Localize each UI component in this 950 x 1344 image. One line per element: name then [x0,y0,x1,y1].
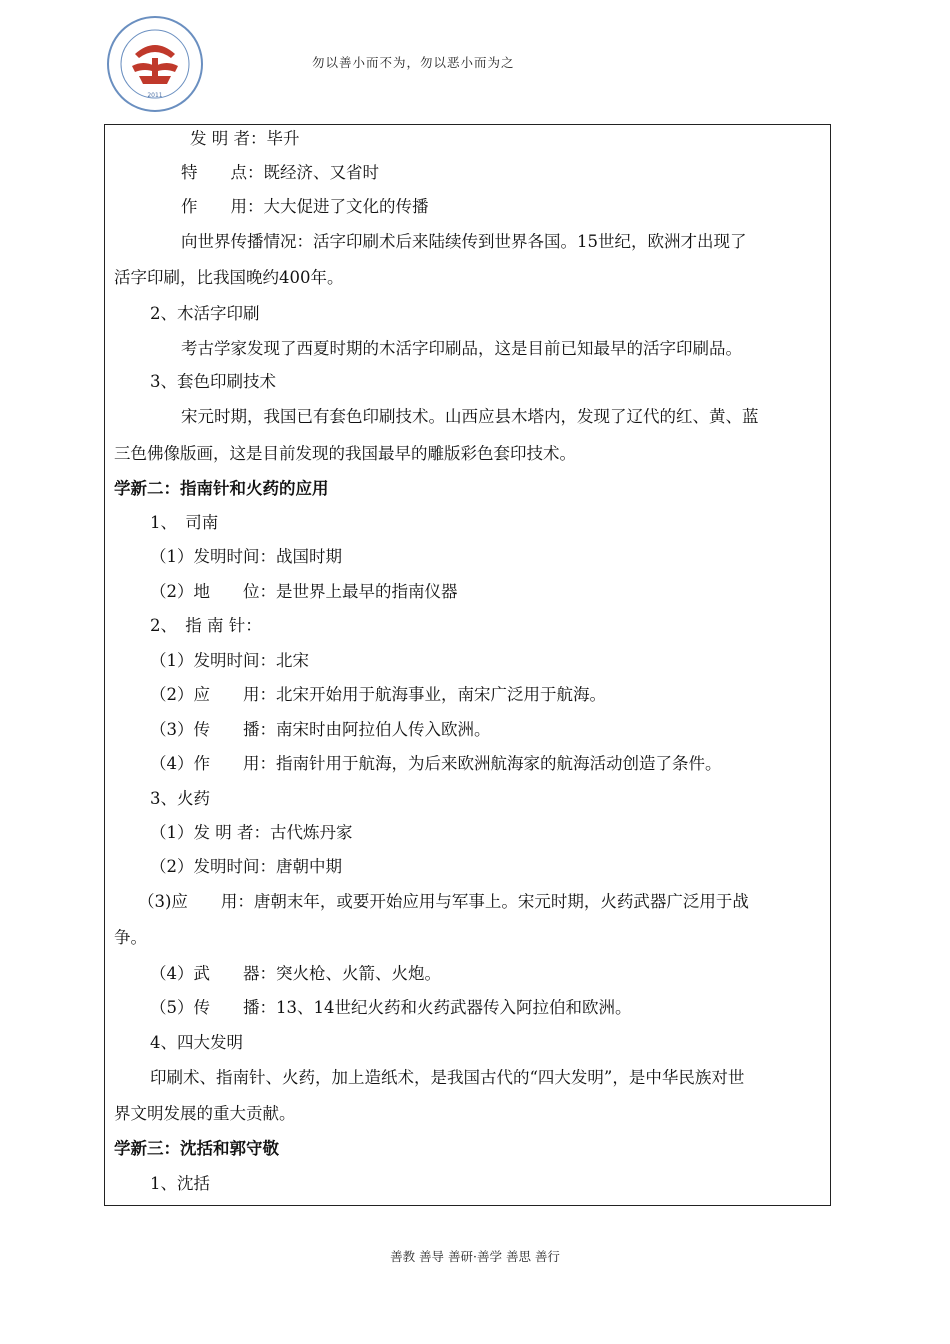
text-line: 宋元时期，我国已有套色印刷技术。山西应县木塔内，发现了辽代的红、黄、蓝 [181,407,759,426]
text-line: 界文明发展的重大贡献。 [114,1104,296,1123]
text-line: （2）应 用：北宋开始用于航海事业，南宋广泛用于航海。 [150,685,606,704]
text-line: 活字印刷，比我国晚约400年。 [114,268,344,287]
text-line: 发 明 者：毕升 [190,129,300,148]
text-line: 三色佛像版画，这是目前发现的我国最早的雕版彩色套印技术。 [114,444,576,463]
header-motto: 勿以善小而不为，勿以恶小而为之 [312,55,515,70]
section-heading: 3、火药 [150,789,210,808]
logo-year: 2011 [147,92,163,99]
page-footer: 善教 善导 善研·善学 善思 善行 [390,1249,560,1264]
text-line: 特 点：既经济、又省时 [181,163,379,182]
section-heading: 2、 指 南 针： [150,616,262,635]
text-line: 考古学家发现了西夏时期的木活字印刷品，这是目前已知最早的活字印刷品。 [181,339,742,358]
text-line: （1）发 明 者：古代炼丹家 [150,823,353,842]
text-line: （4）作 用：指南针用于航海，为后来欧洲航海家的航海活动创造了条件。 [150,754,722,773]
text-line: （5）传 播：13、14世纪火药和火药武器传入阿拉伯和欧洲。 [150,998,632,1017]
chapter-heading: 学新三：沈括和郭守敬 [114,1139,279,1158]
text-line: （2）地 位：是世界上最早的指南仪器 [150,582,458,601]
chapter-heading: 学新二：指南针和火药的应用 [114,479,329,498]
school-logo [105,14,205,114]
section-heading: 1、 司南 [150,513,219,532]
text-line: 向世界传播情况：活字印刷术后来陆续传到世界各国。15世纪，欧洲才出现了 [181,232,747,251]
text-line: （1）发明时间：战国时期 [150,547,342,566]
text-line: （3)应 用：唐朝末年，或要开始应用与军事上。宋元时期，火药武器广泛用于战 [138,892,749,911]
text-line: （4）武 器：突火枪、火箭、火炮。 [150,964,441,983]
text-line: （2）发明时间：唐朝中期 [150,857,342,876]
section-heading: 3、套色印刷技术 [150,372,276,391]
text-line: 争。 [114,928,147,947]
section-heading: 1、沈括 [150,1174,210,1193]
section-heading: 4、四大发明 [150,1033,243,1052]
text-line: （3）传 播：南宋时由阿拉伯人传入欧洲。 [150,720,491,739]
text-line: 印刷术、指南针、火药，加上造纸术，是我国古代的“四大发明”，是中华民族对世 [150,1068,745,1087]
text-line: （1）发明时间：北宋 [150,651,309,670]
section-heading: 2、木活字印刷 [150,304,260,323]
text-line: 作 用：大大促进了文化的传播 [181,197,429,216]
